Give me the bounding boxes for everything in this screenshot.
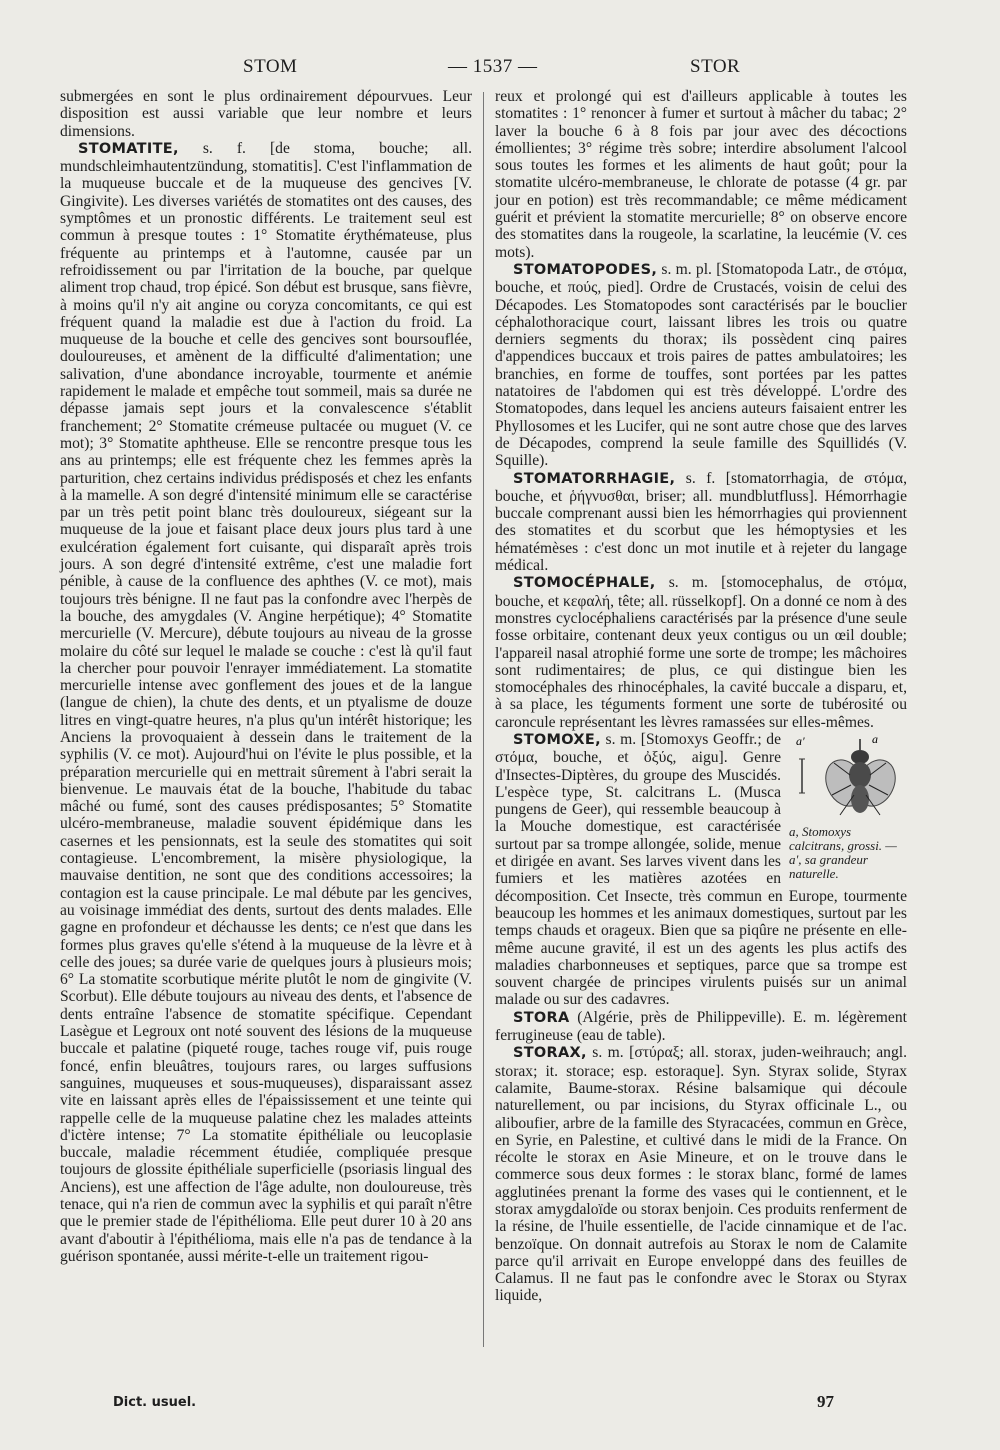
- entry-body: s. m. pl. [Stomatopoda Latr., de στόμα, bouche, et πούς, pied]. Ordre de Crustacés, voisin de celui des Décapodes. Les Stomatopodes sont caractérisés par le bouclier céphalothoracique court, laissant libres les trois ou quatre derniers segments du thorax; ils possèdent cinq paires d'appendices buccaux et trois paires de pattes ambulatoires; les branchies, en forme de touffes, sont portées par les pattes natatoires de l'abdomen qui est très développé. L'ordre des Stomatopodes, dans lequel les anciens auteurs faisaient entrer les Phyllosomes et les Lucifer, qui ne sont autre chose que des larves de Décapodes, comprend la seule famille des Squillidés (V. Squille).: [495, 260, 907, 470]
- entry-stomatopodes: [495, 261, 907, 470]
- continued-text: submergées en sont le plus ordinairement dépourvues. Leur disposition est aussi variable que leur nombre et leurs dimensions.: [60, 88, 472, 140]
- entry-stomocephale: [495, 574, 907, 731]
- headword: STOMOCÉPHALE,: [513, 575, 656, 592]
- entry-stomatite: [60, 140, 472, 1265]
- entry-body: s. m. [stomocephalus, de στόμα, bouche, et κεφαλή, tête; all. rüsselkopf]. On a donné ce nom à des monstres cyclocéphaliens caractérisés par la présence d'une seule fosse orbitaire, contenant deux yeux contigus ou un œil double; l'appareil nasal atrophié forme une sorte de trompe; les mâchoires sont rudimentaires; de plus, ce qui distingue bien les stomocéphales des rhinocéphales, la cavité buccale a disparu, et, à sa place, les téguments forment une sorte de tubérosité ou caroncule représentant les lèvres ramassées sur elles-mêmes.: [495, 574, 907, 731]
- entry-body: s. m. [Stomoxys Geoffr.; de στόμα, bouche, et ὀξύς, aigu]. Genre d'Insectes-Diptères, du groupe des Muscidés. L'espèce type, St. calcitrans L. (Musca pungens de Geer), qui ressemble beaucoup à la Mouche domestique, est caractérisée surtout par sa trompe allongée, solide, menue et dirigée en avant. Ses larves vivent dans les fumiers et les matières azotées en décomposition. Cet Insecte, très commun en Europe, tourmente beaucoup les hommes et les animaux domestiques, surtout par les temps chauds et orageux. Bien que sa piqûre ne présente en elle-même aucune gravité, il est un des agents les plus actifs des maladies charbonneuses et septiques, parce que sa trompe est souvent chargée de principes virulents puisés sur un animal malade ou sur des cadavres.: [495, 730, 907, 1009]
- left-column: [60, 88, 472, 1265]
- entry-body: s. f. [stomatorrhagia, de στόμα, bouche, et ῥήγνυσθαι, briser; all. mundblutfluss]. Hémorrhagie buccale comprenant aussi bien les hémorrhagies qui proviennent des stomatites et du scorbut que les hémoptysies et les hématémèses : c'est donc un mot inutile et à rejeter du langage médical.: [495, 469, 907, 575]
- figure-label-a-prime: a': [796, 733, 805, 748]
- headword: STOMATOPODES,: [513, 261, 658, 278]
- running-head-left: STOM: [243, 56, 298, 77]
- headword: STORA: [513, 1009, 570, 1026]
- figure-caption: a, Stomoxys calcitrans, grossi. — a', sa grandeur naturelle.: [789, 823, 897, 881]
- headword: STOMATORRHAGIE,: [513, 470, 676, 487]
- page-number-header: — 1537 —: [448, 56, 538, 77]
- entry-body: s. f. [de stoma, bouche; all. mundschleimhautentzündung, stomatitis]. C'est l'inflammation de la muqueuse buccale et de la muqueuse des gencives [V. Gingivite). Les diverses variétés de stomatites ont des causes, des symptômes et un pronostic différents. Le traitement seul est commun à presque toutes : 1° Stomatite érythémateuse, plus fréquente au printemps et à l'automne, causée par un refroidissement ou par l'irritation de la bouche, par quelque aliment trop chaud, trop épicé. Son début est brusque, sans fièvre, à moins qu'il n'y ait angine ou coryza concomitants, ce qui est fréquent quand la maladie est due à l'action du froid. La muqueuse de la bouche et celle des gencives sont boursouflée, douloureuses, et amènent de la difficulté d'alimentation; une salivation, d'une abondance incroyable, tourmente et anémie rapidement le malade et empêche tout sommeil, mais sa durée ne dépasse jamais sept jours et la convalescence s'établit franchement; 2° Stomatite crémeuse pultacée ou muguet (V. ce mot); 3° Stomatite aphtheuse. Elle se rencontre presque tous les ans au printemps; elle est fréquente chez les femmes après la parturition, chez certains individus prédisposés et chez les enfants à la mamelle. A son degré d'intensité minimum elle se caractérise par un très petit point blanc très douloureux, siégeant sur la muqueuse de la joue et faisant place deux jours plus tard à une exulcération également fort cuisante, qui disparaît après trois jours. A son degré d'intensité extrême, c'est une maladie fort pénible, à cause de la confluence des aphthes (V. ce mot), mais toujours très bénigne. Il ne faut pas la confondre avec l'herpès de la bouche, des amygdales (V. Angine herpétique); 4° Stomatite mercurielle (V. Mercure), débute toujours au niveau de la grosse molaire du côté sur lequel le malade se couche : c'est là qu'il faut la chercher pour pouvoir l'enrayer immédiatement. La stomatite mercurielle intense avec gonflement des joues et de la langue (langue de chien), la chute des dents, et un ptyalisme de douze litres en vingt-quatre heures, n'a plus qu'un intérêt historique; les Anciens la provoquaient à dessein dans le traitement de la syphilis (V. ce mot). Aujourd'hui on l'évite le plus possible, et la préparation mercurielle qui en mettrait sûrement à l'abri serait la bienvenue. Le mauvais état de la bouche, l'habitude du tabac mâché ou fumé, sont des causes prédisposantes; 5° Stomatite ulcéro-membraneuse, maladie souvent épidémique dans les casernes et les pensionnats, est la seule des stomatites qui soit contagieuse. L'encombrement, la misère physiologique, la mauvaise dentition, ne sont que des conditions accessoires; la contagion est la cause principale. Le mal débute par les gencives, au voisinage immédiat des dents, surtout des dents malades. Elle gagne en profondeur et déchausse les dents; ce n'est que dans les formes plus graves qu'elle s'étend à la muqueuse de la lèvre et à celle des joues; sa durée varie de quelques jours à plusieurs mois; 6° La stomatite scorbutique mérite plutôt le nom de gingivite (V. Scorbut). Elle débute toujours au niveau des dents, et l'absence de dents entraîne l'absence de stomatite spécifique. Cependant Lasègue et Legroux ont noté souvent des lésions de la muqueuse buccale et palatine (piqueté rouge, taches rouge vif, puis rouge foncé, enfin bleuâtres, toujours rares, ou larges suffusions sanguines, muqueuses et sous-muqueuses), disparaissant assez vite en laissant après elles de l'épaississement et une teinte qui rappelle celle de la muqueuse palatine chez les malades atteints d'ictère intense; 7° La stomatite épithéliale ou leucoplasie buccale, maladie récemment étudiée, compliquée presque toujours de glossite épithéliale superficielle (psoriasis lingual des Anciens), est une affection de l'âge adulte, non douloureuse, très tenace, qui n'a rien de commun avec la syphilis et qui paraît n'être que le premier stade de l'épithélioma. Elle peut durer 10 à 20 ans avant d'aboutir à l'épithélioma, mais elle n'a pas de tendance à la guérison spontanée, aussi mérite-t-elle un traitement rigou-: [60, 139, 472, 1265]
- footer-signature: Dict. usuel.: [113, 1395, 197, 1410]
- fly-illustration: [790, 733, 906, 825]
- right-column: [495, 88, 907, 1305]
- running-head-right: STOR: [690, 56, 741, 77]
- headword: STOMATITE,: [78, 140, 179, 157]
- headword: STORAX,: [513, 1045, 587, 1062]
- entry-stomatorrhagie: [495, 470, 907, 575]
- figure-label-a: a: [872, 732, 878, 746]
- continued-text: reux et prolongé qui est d'ailleurs applicable à toutes les stomatites : 1° renoncer à fumer et surtout à mâcher du tabac; 2° laver la bouche 6 à 8 fois par jour avec des décoctions émollientes; 3° régime très sobre; interdire absolument l'alcool sous toutes les formes et les aliments de haut goût; pour la stomatite ulcéro-membraneuse, le chlorate de potasse (4 gr. par jour en potion) est très recommandable; ce même médicament guérit et prévient la stomatite mercurielle; 8° on observe encore des stomatites dans la rougeole, la scarlatine, la leucémie (V. ces mots).: [495, 88, 907, 261]
- entry-body: (Algérie, près de Philippeville). E. m. légèrement ferrugineuse (eau de table).: [495, 1008, 907, 1045]
- footer-sheet-number: 97: [817, 1392, 834, 1411]
- entry-body: s. m. [στύραξ; all. storax, juden-weihrauch; angl. storax; it. storace; esp. estoraque]. Syn. Styrax solide, Styrax calamite, Baume-storax. Résine balsamique qui découle naturellement, ou par incisions, du Styrax officinale L., ou aliboufier, arbre de la famille des Styracacées, commun en Grèce, en Syrie, en Palestine, et cultivé dans le midi de la France. On récolte le storax en Asie Mineure, et on le trouve dans le commerce sous deux formes : le storax blanc, formé de lames agglutinées prenant la forme des vases qui le contiennent, et le storax amygdaloïde ou storax benjoin. Ces produits renferment de la résine, de l'huile essentielle, de l'acide cinnamique et de l'ac. benzoïque. On donnait autrefois au Storax le nom de Calamite parce qu'il arrivait en Europe enveloppé dans des feuilles de Calamus. Il ne faut pas le confondre avec le Storax ou Styrax liquide,: [495, 1044, 907, 1305]
- entry-storax: [495, 1044, 907, 1304]
- entry-stora: [495, 1009, 907, 1045]
- stomoxys-figure: [789, 733, 907, 881]
- column-divider: [483, 92, 484, 1347]
- headword: STOMOXE,: [513, 731, 601, 748]
